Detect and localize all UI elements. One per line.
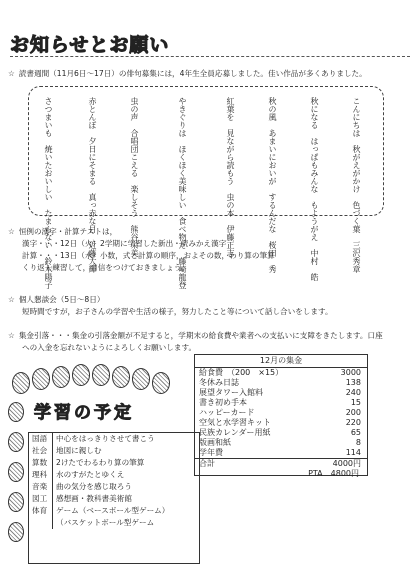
reading-week-paragraph: [8, 68, 367, 80]
poem-6: 虫の声 合唱団こえる 楽しそう 熊谷栄美: [130, 97, 139, 257]
reading-week-text: 読書週間（11月6日～17日）の俳句募集には，4年生全員応募しました。佳い作品が多くありました。: [18, 69, 367, 78]
egg-decoration-icon: [8, 492, 24, 512]
fee-row: 給食費 （200 ×15） 3000: [199, 368, 361, 377]
december-fee-table: [194, 354, 368, 476]
title-divider: [10, 56, 410, 57]
schedule-table: [28, 432, 200, 564]
egg-decoration-icon: [8, 432, 24, 452]
egg-decoration-icon: [32, 368, 50, 390]
schedule-row: 体育 ゲーム（ベースボール型ゲーム）: [29, 505, 199, 517]
star-icon: ☆: [8, 331, 15, 340]
egg-decoration-icon: [112, 366, 130, 388]
poem-7: 赤とんぼ 夕日にそまる 真っ赤な目 近藤大輝: [88, 97, 97, 273]
poem-2: 秋になる はっぱもみんな もようがえ 中村 皓: [310, 97, 319, 281]
schedule-row: 国語 中心をはっきりさせて書こう: [29, 433, 199, 445]
poem-4: 紅葉を 見ながら読もう 虫の本 伊藤正志: [226, 97, 235, 257]
schedule-section: [8, 362, 188, 566]
fee-row: 展望タワー入館料 240: [199, 388, 361, 397]
kojin-section: ☆ 個人懇談会（5日～8日） 短時間ですが，お子さんの学習や生活の様子，努力したこと等について話し合いをします。: [8, 295, 333, 316]
poem-5: やきぐりは ほくほく美味しい 食べ物だ 藤崎龍登: [178, 97, 187, 289]
egg-decoration-icon: [12, 372, 30, 394]
shukin-section: ☆ 集金引落・・・集金の引落金額が不足すると，学期末の給食費や業者への支払いに支障をきたします。口座 への入金を忘れないようによろしくお願いします。: [8, 331, 383, 352]
keisan-test-line: 計算・・・13日（水）小数，式と計算の順序，およその数，わり算の筆算: [22, 251, 275, 260]
egg-decoration-icon: [52, 366, 70, 388]
schedule-title: 学習の予定: [34, 403, 134, 423]
egg-decoration-icon: [92, 364, 110, 386]
egg-decoration-icon: [8, 402, 24, 422]
schedule-row: 理科 水のすがたとゆくえ: [29, 469, 199, 481]
egg-decoration-icon: [8, 462, 24, 482]
star-icon: ☆: [8, 295, 15, 304]
schedule-row: 算数 2けたでわるわり算の筆算: [29, 457, 199, 469]
test-note: くり返し練習して，自信をつけておきましょう。: [22, 263, 189, 272]
schedule-row: 音楽 曲の気分を感じ取ろう: [29, 481, 199, 493]
egg-decoration-icon: [132, 368, 150, 390]
star-icon: ☆: [8, 227, 15, 236]
fee-row: 空気と水学習キット 220: [199, 418, 361, 427]
page-title: お知らせとお願い: [10, 34, 170, 56]
poem-3: 秋の風 あまいにおいが するんだな 桜田 秀: [268, 97, 277, 273]
fee-row: 冬休み日誌 138: [199, 378, 361, 387]
fee-row: ハッピーカード 200: [199, 408, 361, 417]
fee-total-row: 合計 4000円: [195, 458, 367, 469]
poem-8: さつまいも 焼いたおいしい たまらない 鈴木陽子: [44, 97, 53, 289]
egg-decoration-icon: [72, 364, 90, 386]
schedule-row: 社会 地図に親しむ: [29, 445, 199, 457]
egg-decoration-icon: [8, 522, 24, 542]
star-icon: ☆: [8, 69, 15, 78]
fee-row: 書き初め手本 15: [199, 398, 361, 407]
fee-table-title: 12月の集金: [195, 355, 367, 368]
schedule-row: 図工 感想画・教科書美術館: [29, 493, 199, 505]
poem-1: こんにちは 秋がえがかけ 色づく葉 三沢秀章: [352, 97, 361, 273]
fee-row: 民族カレンダー用紙 65: [199, 428, 361, 437]
kanji-test-line: 漢字・・・12日（火）2学期に学習した新出・読みかえ漢字: [22, 239, 227, 248]
kojin-text: 短時間ですが，お子さんの学習や生活の様子，努力したこと等について話し合いをします。: [22, 307, 333, 316]
fee-row: 学年費 114: [199, 448, 361, 457]
fee-row: 版画和紙 8: [199, 438, 361, 447]
schedule-row: （バスケットボール型ゲーム: [29, 517, 199, 529]
egg-decoration-icon: [152, 372, 170, 394]
pta-fee: PTA 4800円: [308, 469, 359, 478]
test-section: ☆ 恒例の漢字・計算テストは， 漢字・・・12日（火）2学期に学習した新出・読みかえ漢字 計算・・・13日（水）小数，式と計算の順序，およその数，わり算の筆算 くり返し練習して，自信をつけておきましょう。: [8, 227, 275, 272]
